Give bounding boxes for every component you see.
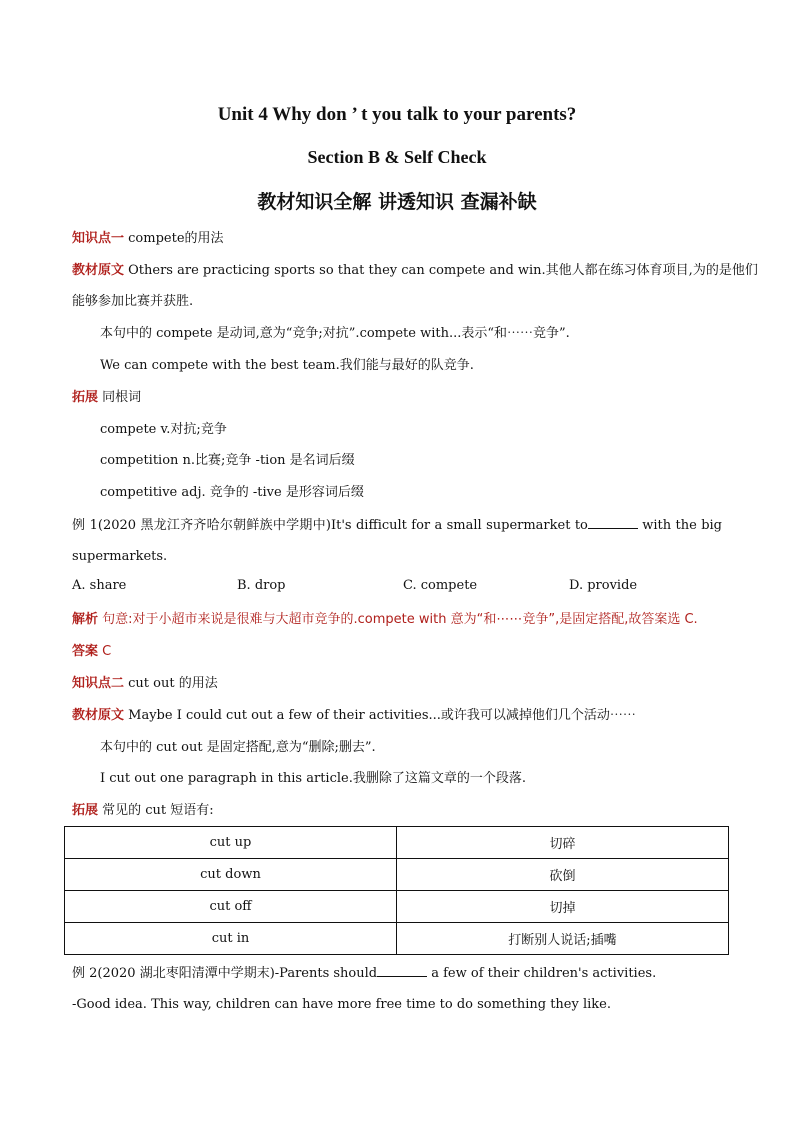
point1-explain: 本句中的 compete 是动词,意为“竞争;对抗”.compete with...表示“和⋯⋯竞争”. bbox=[100, 326, 570, 341]
example2-line2: -Good idea. This way, children can have more free time to do something they like. bbox=[72, 997, 611, 1012]
example1-prefix: 例 1(2020 黑龙江齐齐哈尔朝鲜族中学期中)It's difficult for a small supermarket to bbox=[72, 518, 588, 533]
point1-extend-tag: 拓展 bbox=[72, 390, 99, 405]
point1-extend-text: 同根词 bbox=[98, 390, 142, 405]
point2-origin-tag: 教材原文 bbox=[72, 708, 125, 723]
point1-extend bbox=[72, 388, 722, 408]
example1-suffix: with the big bbox=[637, 518, 722, 533]
table-row bbox=[65, 923, 729, 955]
table-cell: cut up bbox=[65, 827, 397, 859]
table-cell: 打断别人说话;插嘴 bbox=[397, 923, 729, 955]
point1-origin-line1 bbox=[72, 261, 758, 281]
answer-tag: 答案 bbox=[72, 644, 99, 659]
answer-blank bbox=[588, 515, 638, 529]
table-cell: cut down bbox=[65, 859, 397, 891]
table-cell: cut off bbox=[65, 891, 397, 923]
point2-tag: 知识点二 bbox=[72, 676, 125, 691]
unit-title: Unit 4 Why don ’ t you talk to your parents? bbox=[217, 104, 577, 125]
point1-origin-text: Others are practicing sports so that they can compete and win.其他人都在练习体育项目,为的是他们 bbox=[124, 263, 758, 278]
table-cell: 切掉 bbox=[397, 891, 729, 923]
table-cell: 砍倒 bbox=[397, 859, 729, 891]
word-competitive: competitive adj. 竞争的 -tive 是形容词后缀 bbox=[100, 485, 364, 500]
word-competition: competition n.比赛;竞争 -tion 是名词后缀 bbox=[100, 453, 355, 468]
point2-explain: 本句中的 cut out 是固定搭配,意为“删除;删去”. bbox=[100, 740, 376, 755]
point2-origin bbox=[72, 706, 722, 726]
table-cell: cut in bbox=[65, 923, 397, 955]
point1-text: compete的用法 bbox=[124, 231, 224, 246]
option-b: B. drop bbox=[237, 578, 286, 593]
example1-question bbox=[72, 515, 722, 536]
point2-example: I cut out one paragraph in this article.我删除了这篇文章的一个段落. bbox=[100, 771, 526, 786]
section-title: Section B & Self Check bbox=[307, 147, 487, 167]
example2-suffix: a few of their children's activities. bbox=[427, 966, 657, 981]
page-subtitle: 教材知识全解 讲透知识 查漏补缺 bbox=[257, 191, 537, 213]
point2-heading bbox=[72, 674, 722, 694]
option-c: C. compete bbox=[403, 578, 478, 593]
point1-tag: 知识点一 bbox=[72, 231, 125, 246]
example1-answer bbox=[72, 642, 722, 662]
option-d: D. provide bbox=[569, 578, 638, 593]
point1-origin-line2: 能够参加比赛并获胜. bbox=[72, 294, 194, 309]
point2-origin-text: Maybe I could cut out a few of their activities...或许我可以减掉他们几个活动⋯⋯ bbox=[124, 708, 636, 723]
table-cell: 切碎 bbox=[397, 827, 729, 859]
analysis-text: 句意:对于小超市来说是很难与大超市竞争的.compete with 意为“和⋯⋯竞争”,是固定搭配,故答案选 C. bbox=[98, 612, 698, 627]
word-compete: compete v.对抗;竞争 bbox=[100, 422, 227, 437]
point2-extend bbox=[72, 801, 722, 821]
analysis-tag: 解析 bbox=[72, 612, 99, 627]
example2-prefix: 例 2(2020 湖北枣阳清潭中学期末)-Parents should bbox=[72, 966, 378, 981]
point2-extend-text: 常见的 cut 短语有: bbox=[98, 803, 214, 818]
point1-example: We can compete with the best team.我们能与最好的队竞争. bbox=[100, 358, 474, 373]
answer-blank bbox=[377, 963, 427, 977]
option-a: A. share bbox=[72, 578, 127, 593]
table-row bbox=[65, 827, 729, 859]
example1-line2: supermarkets. bbox=[72, 549, 168, 564]
point2-text: cut out 的用法 bbox=[124, 676, 218, 691]
table-row bbox=[65, 859, 729, 891]
point1-heading bbox=[72, 229, 722, 249]
answer-text: C bbox=[98, 644, 112, 659]
cut-phrases-table bbox=[64, 826, 729, 955]
table-row bbox=[65, 891, 729, 923]
point1-origin-tag: 教材原文 bbox=[72, 263, 125, 278]
point2-extend-tag: 拓展 bbox=[72, 803, 99, 818]
example1-analysis bbox=[72, 610, 722, 630]
example2-question bbox=[72, 963, 722, 984]
